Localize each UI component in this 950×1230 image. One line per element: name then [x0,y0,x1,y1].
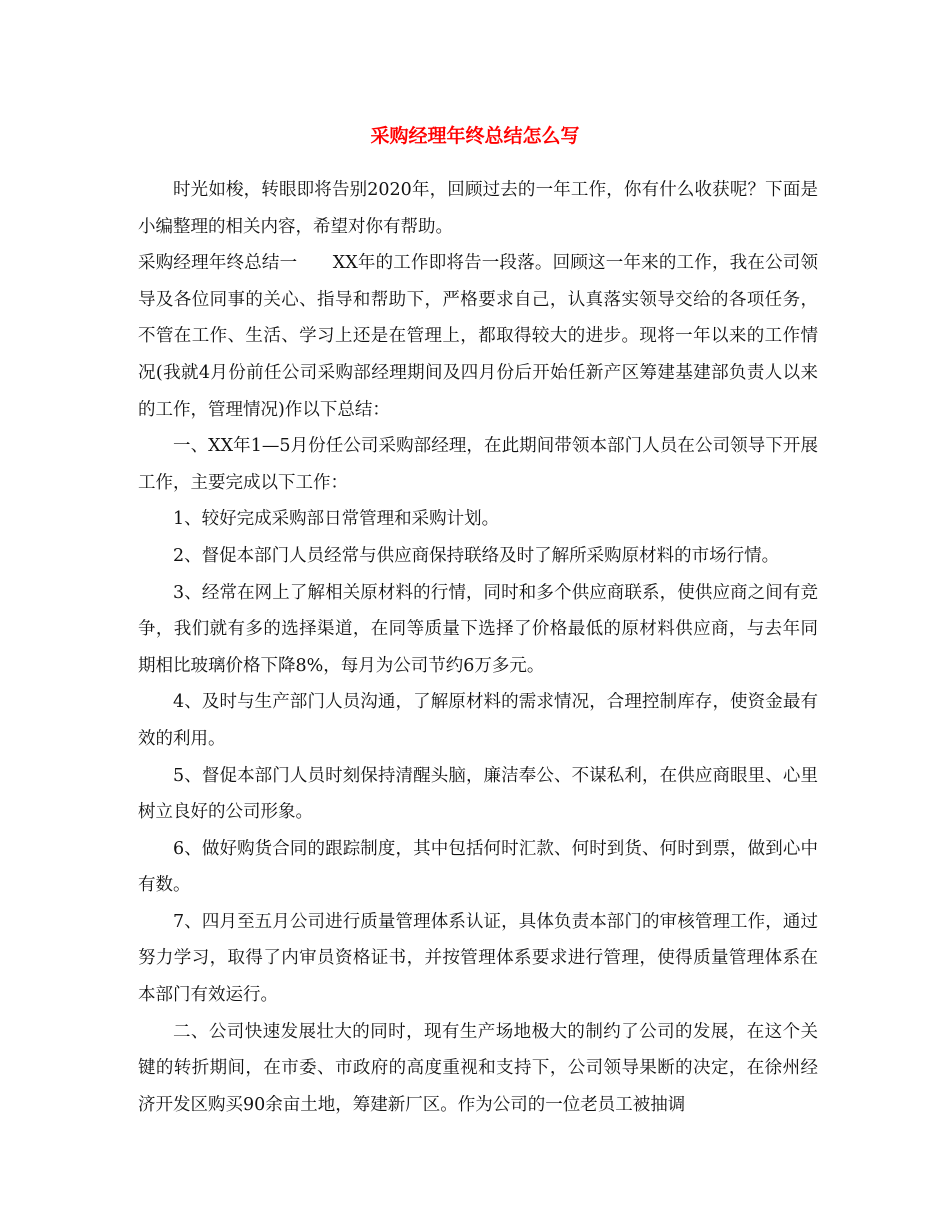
document-title: 采购经理年终总结怎么写 [370,125,580,147]
paragraph-summary-one: 采购经理年终总结一 XX年的工作即将告一段落。回顾这一年来的工作，我在公司领导及各位同事的关心、指导和帮助下，严格要求自己，认真落实领导交给的各项任务，不管在工作、生活、学习上还是在管理上，都取得较大的进步。现将一年以来的工作情况(我就4月份前任公司采购部经理期间及四月份后开始任新产区筹建基建部负责人以来的工作，管理情况)作以下总结： [138,253,818,420]
document-body [138,172,818,1123]
paragraph-section-one: 一、XX年1—5月份任公司采购部经理，在此期间带领本部门人员在公司领导下开展工作，主要完成以下工作： [138,436,818,493]
paragraph-item-1: 1、较好完成采购部日常管理和采购计划。 [173,509,500,530]
paragraph-item-7: 7、四月至五月公司进行质量管理体系认证，具体负责本部门的审核管理工作，通过努力学习，取得了内审员资格证书，并按管理体系要求进行管理，使得质量管理体系在本部门有效运行。 [138,911,818,1006]
paragraph-intro: 时光如梭，转眼即将告别2020年，回顾过去的一年工作，你有什么收获呢？下面是小编整理的相关内容，希望对你有帮助。 [138,180,818,237]
paragraph-section-two: 二、公司快速发展壮大的同时，现有生产场地极大的制约了公司的发展，在这个关键的转折期间，在市委、市政府的高度重视和支持下，公司领导果断的决定，在徐州经济开发区购买90余亩土地，筹建新厂区。作为公司的一位老员工被抽调 [138,1021,818,1115]
paragraph-item-5: 5、督促本部门人员时刻保持清醒头脑，廉洁奉公、不谋私利，在供应商眼里、心里树立良好的公司形象。 [138,765,818,823]
paragraph-item-3: 3、经常在网上了解相关原材料的行情，同时和多个供应商联系，使供应商之间有竞争，我们就有多的选择渠道，在同等质量下选择了价格最低的原材料供应商，与去年同期相比玻璃价格下降8%，每月为公司节约6万多元。 [138,582,818,676]
paragraph-item-4: 4、及时与生产部门人员沟通，了解原材料的需求情况，合理控制库存，使资金最有效的利用。 [138,692,818,749]
paragraph-item-2: 2、督促本部门人员经常与供应商保持联络及时了解所采购原材料的市场行情。 [173,545,780,566]
paragraph-item-6: 6、做好购货合同的跟踪制度，其中包括何时汇款、何时到货、何时到票，做到心中有数。 [138,838,818,896]
